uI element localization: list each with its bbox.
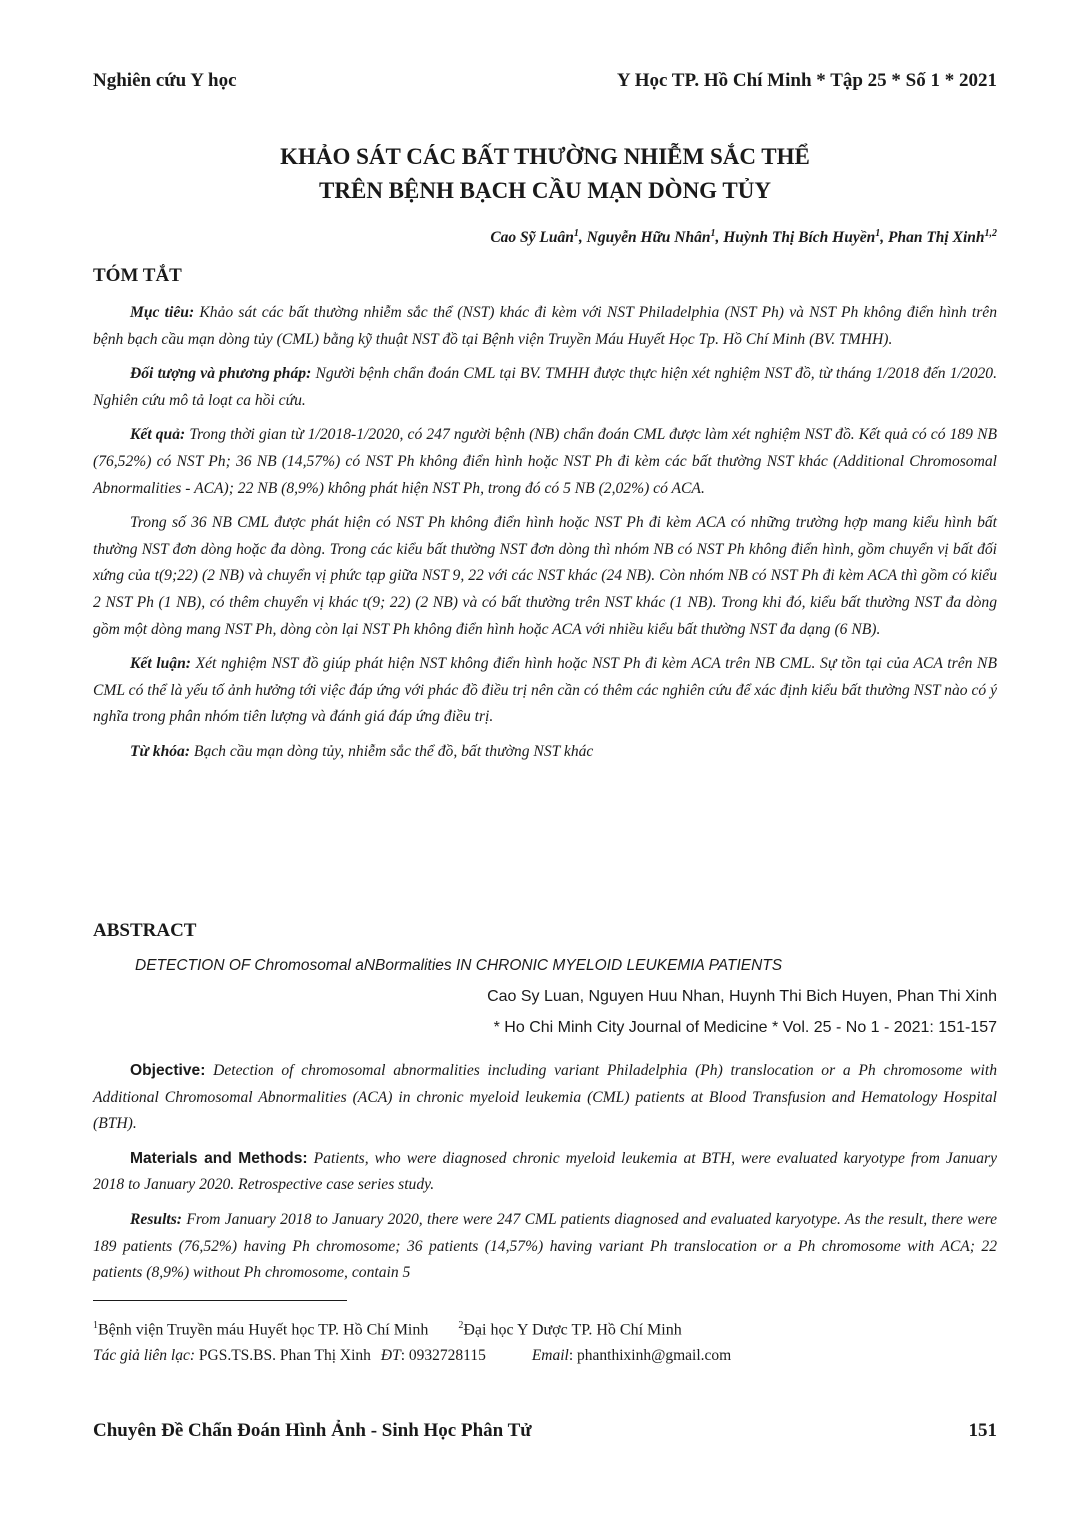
- conclusion-text: Xét nghiệm NST đồ giúp phát hiện NST không điển hình hoặc NST Ph đi kèm ACA trên NB CML. Sự tồn tại của ACA trên NB CML có thể là yếu tố ảnh hưởng tới việc đáp ứng với phác đồ điều trị nên cần có thêm các nghiên cứu để xác định kiểu bất thường NST nào có ý nghĩa trong phân nhóm tiên lượng và đánh giá đáp ứng điều trị.: [93, 655, 997, 726]
- methods-label: Đối tượng và phương pháp:: [130, 365, 312, 383]
- footnote-affiliations: [93, 1320, 682, 1339]
- english-authors: Cao Sy Luan, Nguyen Huu Nhan, Huynh Thi Bich Huyen, Phan Thi Xinh: [487, 988, 997, 1005]
- contact-label: Tác giả liên lạc:: [93, 1347, 196, 1364]
- author-affiliation: 1: [573, 228, 579, 239]
- section-heading-abstract: ABSTRACT: [93, 920, 197, 941]
- results-label: Kết quả:: [130, 426, 186, 444]
- english-title: DETECTION OF Chromosomal aNBormalities IN CHRONIC MYELOID LEUKEMIA PATIENTS: [135, 957, 783, 974]
- contact-name: PGS.TS.BS. Phan Thị Xinh: [195, 1347, 371, 1364]
- affiliation-number: 2: [458, 1320, 464, 1331]
- author-name: Phan Thị Xinh: [888, 229, 985, 247]
- running-footer: Chuyên Đề Chẩn Đoán Hình Ảnh - Sinh Học Phân Tử: [93, 1420, 532, 1441]
- objective-label-en: Objective:: [130, 1062, 206, 1079]
- affiliation-1: Bệnh viện Truyền máu Huyết học TP. Hồ Chí Minh: [98, 1321, 429, 1339]
- phone-label: ĐT: [380, 1347, 401, 1364]
- keywords-text: Bạch cầu mạn dòng tủy, nhiễm sắc thể đồ, bất thường NST khác: [190, 742, 594, 760]
- abstract-results-en: [93, 1207, 997, 1287]
- section-heading-tom-tat: TÓM TẮT: [93, 265, 182, 286]
- conclusion-label: Kết luận:: [130, 655, 191, 673]
- results-label-en: Results:: [130, 1210, 182, 1228]
- methods-text: Người bệnh chẩn đoán CML tại BV. TMHH được thực hiện xét nghiệm NST đồ, từ tháng 1/2018 đến 1/2020. Nghiên cứu mô tả loạt ca hồi cứu.: [93, 365, 997, 409]
- methods-text-en: Patients, who were diagnosed chronic myeloid leukemia at BTH, were evaluated karyotype from January 2018 to January 2020. Retrospective case series study.: [93, 1149, 997, 1194]
- abstract-keywords: [93, 739, 997, 766]
- affiliation-number: 1: [93, 1320, 98, 1331]
- objective-text-en: Detection of chromosomal abnormalities including variant Philadelphia (Ph) translocation or a Ph chromosome with Additional Chromosomal Abnormalities (ACA) in chronic myeloid leukemia (CML) patients at Blood Transfusion and Hematology Hospital (BTH).: [93, 1062, 997, 1133]
- author-name: Huỳnh Thị Bích Huyền: [723, 229, 876, 247]
- abstract-conclusion: [93, 651, 997, 731]
- author-name: Nguyễn Hữu Nhân: [586, 229, 711, 247]
- author-list: Cao Sỹ Luân$^1$, Nguyễn Hữu Nhân$^1$, Huỳnh Thị Bích Huyền$^1$, Phan Thị Xinh$^{1,2}$: [490, 228, 997, 247]
- page-number: 151: [968, 1420, 997, 1441]
- english-abstract: [93, 1058, 997, 1295]
- phone-number: : 0932728115: [400, 1347, 486, 1364]
- abstract-methods: [93, 361, 997, 414]
- abstract-results-2: Trong số 36 NB CML được phát hiện có NST Ph không điển hình hoặc NST Ph đi kèm ACA có những trường hợp mang kiểu hình bất thường NST đơn dòng hoặc đa dòng. Trong các kiểu bất thường NST đơn dòng thì nhóm NB có NST Ph không điển hình, gồm chuyển vị bất đối xứng của t(9;22) (2 NB) và chuyển vị phức tạp giữa NST 9, 22 với các NST khác (24 NB). Còn nhóm NB có NST Ph đi kèm ACA thì gồm có kiểu 2 NST Ph (1 NB), có thêm chuyển vị khác t(9; 22) (2 NB) và có bất thường trên NST khác (1 NB). Trong khi đó, kiểu bất thường NST đa dòng gồm một dòng mang NST Ph, dòng còn lại NST Ph không điển hình hoặc ACA với nhiều kiểu bất thường NST đa dạng (6 NB).: [93, 514, 997, 638]
- results-text: Trong thời gian từ 1/2018-1/2020, có 247 người bệnh (NB) chẩn đoán CML được làm xét nghiệm NST đồ. Kết quả có có 189 NB (76,52%) có NST Ph; 36 NB (14,57%) có NST Ph không điển hình hoặc NST Ph đi kèm các bất thường NST khác (Additional Chromosomal Abnormalities - ACA); 22 NB (8,9%) không phát hiện NST Ph, trong đó có 5 NB (2,02%) có ACA.: [93, 426, 998, 497]
- author-affiliation: 1: [710, 228, 716, 239]
- running-header-right: Y Học TP. Hồ Chí Minh * Tập 25 * Số 1 * 2021: [616, 70, 997, 91]
- author-affiliation: 1,2: [984, 228, 997, 239]
- abstract-results: [93, 422, 997, 502]
- title-line-2: TRÊN BỆNH BẠCH CẦU MẠN DÒNG TỦY: [319, 178, 771, 203]
- vietnamese-abstract: [93, 300, 997, 774]
- journal-citation: * Ho Chi Minh City Journal of Medicine * Vol. 25 - No 1 - 2021: 151-157: [493, 1019, 997, 1036]
- results-text-en: From January 2018 to January 2020, there were 247 CML patients diagnosed and evaluated karyotype. As the result, there were 189 patients (76,52%) having Ph chromosome; 36 patients (14,57%) having variant Ph translocation or a Ph chromosome with ACA; 22 patients (8,9%) without Ph chromosome, contain 5: [93, 1210, 997, 1282]
- objective-label: Mục tiêu:: [130, 304, 195, 321]
- footnote-divider: [93, 1300, 347, 1301]
- paper-title: [93, 140, 997, 208]
- methods-label-en: Materials and Methods:: [130, 1149, 308, 1167]
- abstract-objective: [93, 300, 997, 353]
- affiliation-2: Đại học Y Dược TP. Hồ Chí Minh: [463, 1321, 682, 1339]
- email-address: : phanthixinh@gmail.com: [568, 1347, 732, 1364]
- objective-text: Khảo sát các bất thường nhiễm sắc thể (NST) khác đi kèm với NST Philadelphia (NST Ph) và NST Ph không điển hình trên bệnh bạch cầu mạn dòng tủy (CML) bằng kỹ thuật NST đồ tại Bệnh viện Truyền Máu Huyết Học Tp. Hồ Chí Minh (BV. TMHH).: [93, 304, 997, 348]
- footnote-contact: [93, 1347, 731, 1365]
- keywords-label: Từ khóa:: [130, 742, 191, 760]
- email-label: Email: [531, 1347, 569, 1364]
- author-name: Cao Sỹ Luân: [490, 229, 574, 247]
- author-affiliation: 1: [875, 228, 881, 239]
- running-header-left: Nghiên cứu Y học: [93, 70, 237, 91]
- title-line-1: KHẢO SÁT CÁC BẤT THƯỜNG NHIỄM SẮC THỂ: [280, 144, 810, 169]
- abstract-methods-en: [93, 1146, 997, 1199]
- abstract-objective-en: [93, 1058, 997, 1138]
